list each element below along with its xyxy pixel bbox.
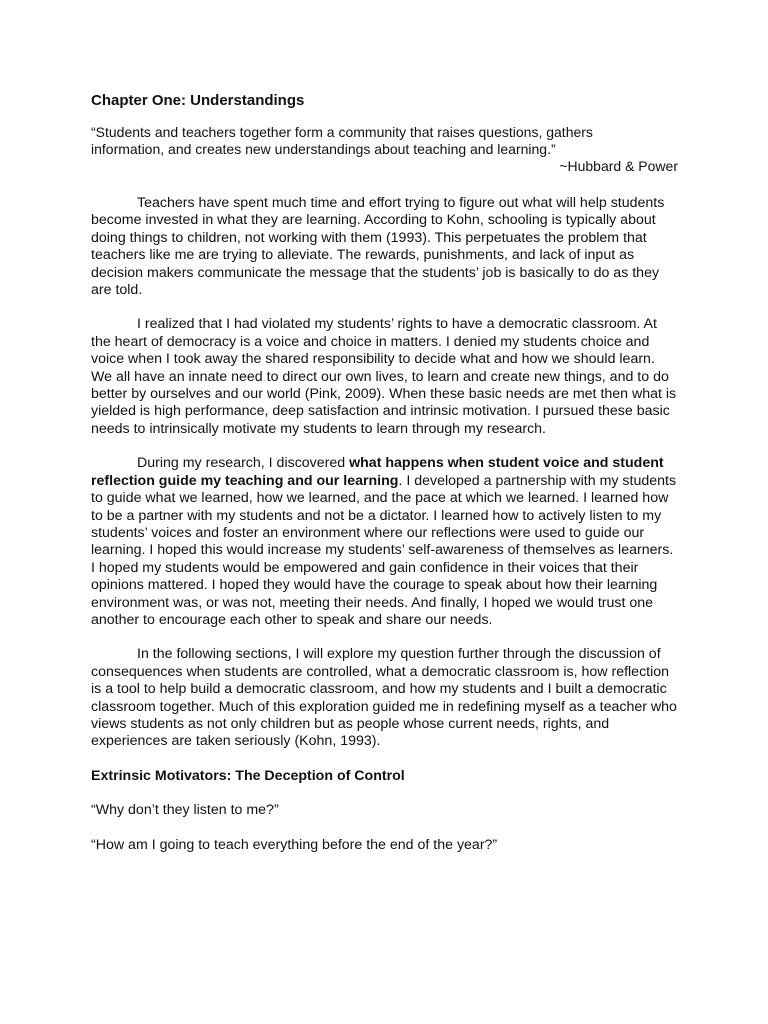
epigraph-line-1: “Students and teachers together form a community that raises questions, gathers — [91, 124, 593, 140]
paragraph-3-lead: During my research, I discovered — [137, 455, 350, 472]
paragraph-2: I realized that I had violated my students’ rights to have a democratic classroom. At the heart of democracy is a voice and choice in matters. I denied my students choice and voice when I took away the shared responsibility to decide what and how we should learn. We all have an innate need to direct our own lives, to learn and create new things, and to do better by ourselves and our world (Pink, 2009). When these basic needs are met then what is yielded is high performance, deep satisfaction and intrinsic motivation. I pursued these basic needs to intrinsically motivate my students to learn through my research. — [91, 316, 677, 437]
epigraph-line-2: information, and creates new understandings about teaching and learning.” — [91, 141, 556, 157]
quote-1: “Why don’t they listen to me?” — [91, 801, 279, 818]
chapter-title: Chapter One: Understandings — [91, 92, 305, 109]
quote-2: “How am I going to teach everything before the end of the year?” — [91, 836, 498, 853]
paragraph-3-rest: . I developed a partnership with my students to guide what we learned, how we learned, and the pace at which we learned. I learned how to be a partner with my students and not be a dictator. I learned how to actively listen to my students’ voices and foster an environment where our reflections were used to guide our learning. I hoped this would increase my students’ self-awareness of themselves as learners. I hoped my students would be empowered and gain confidence in their voices that their opinions mattered. I hoped they would have the courage to speak about how their learning environment was, or was not, meeting their needs. And finally, I hoped we would trust one another to encourage each other to speak and share our needs. — [91, 472, 677, 628]
section-title: Extrinsic Motivators: The Deception of Control — [91, 767, 405, 784]
paragraph-3 — [91, 455, 678, 629]
epigraph-attribution: ~Hubbard & Power — [559, 158, 678, 174]
paragraph-3-bold-question: what happens when student voice and student reflection guide my teaching and our learning — [91, 455, 664, 489]
epigraph — [91, 124, 678, 175]
paragraph-4: In the following sections, I will explore my question further through the discussion of consequences when students are controlled, what a democratic classroom is, how reflection is a tool to help build a democratic classroom, and how my students and I built a democratic classroom together. Much of this exploration guided me in redefining myself as a teacher who views students as not only children but as people whose current needs, rights, and experiences are taken seriously (Kohn, 1993). — [91, 646, 677, 750]
paragraph-1: Teachers have spent much time and effort trying to figure out what will help students become invested in what they are learning. According to Kohn, schooling is typically about doing things to children, not working with them (1993). This perpetuates the problem that teachers like me are trying to alleviate. The rewards, punishments, and lack of input as decision makers communicate the message that the students’ job is basically to do as they are told. — [91, 195, 665, 299]
